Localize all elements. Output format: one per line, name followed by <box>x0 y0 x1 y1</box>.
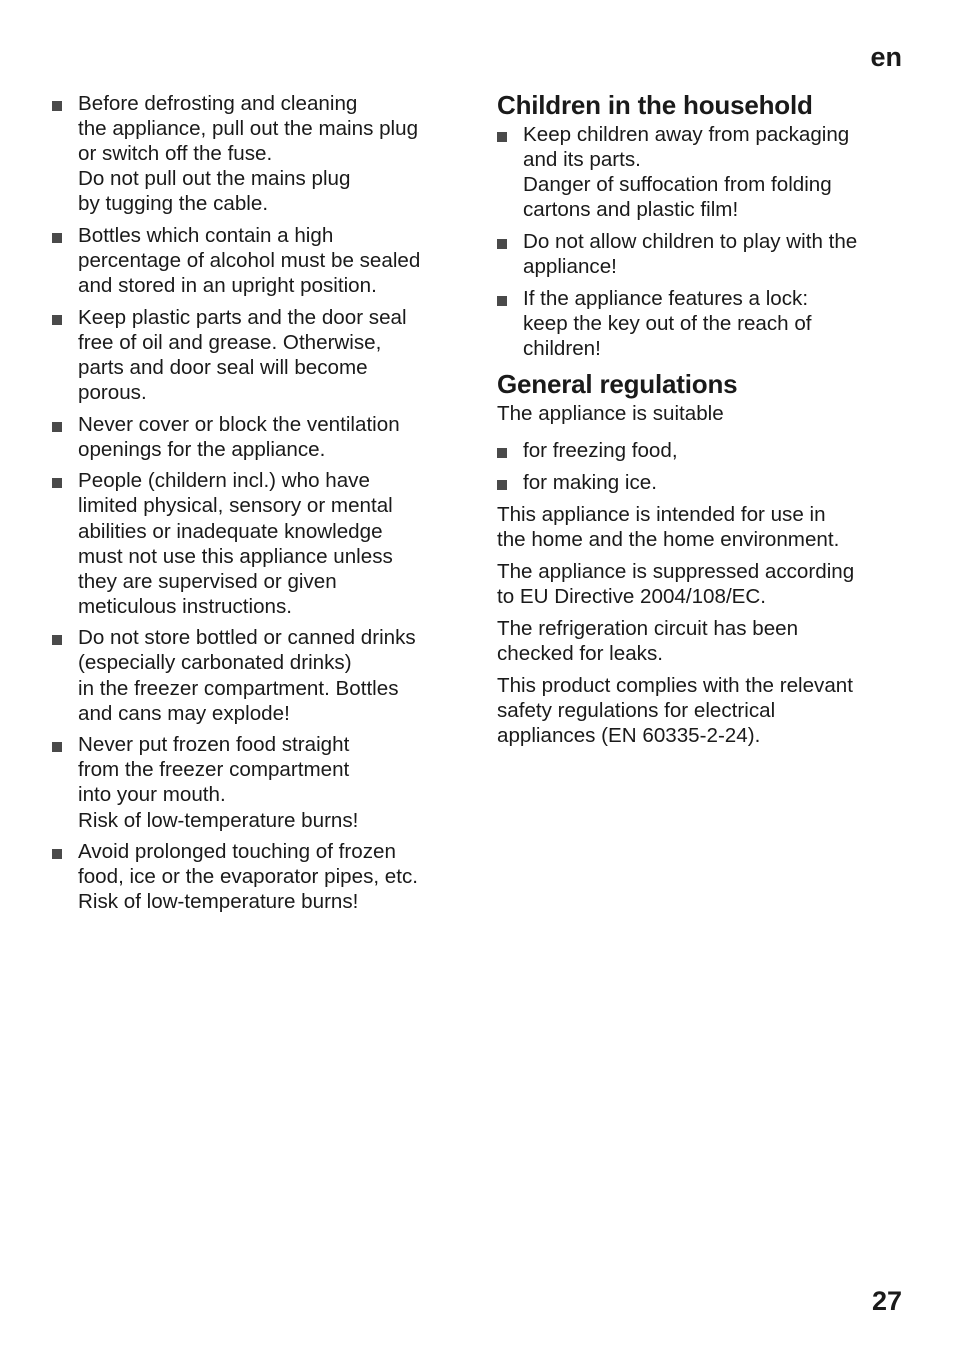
paragraph-text-line: The refrigeration circuit has been <box>497 617 799 640</box>
paragraph-text-line: to EU Directive 2004/108/EC. <box>497 584 766 608</box>
list-item-text-line: Risk of low-temperature burns! <box>78 890 359 914</box>
list-item <box>497 470 903 495</box>
list-item-text-line: Do not pull out the mains plug <box>78 167 351 191</box>
list-item-text-line: porous. <box>78 381 147 405</box>
square-bullet-icon <box>52 742 62 752</box>
list-item-text-line: for making ice. <box>523 471 657 495</box>
square-bullet-icon <box>497 480 507 490</box>
left-column <box>52 91 464 921</box>
square-bullet-icon <box>497 132 507 142</box>
list-item-text-line: Bottles which contain a high <box>78 223 334 247</box>
list-item-text-line: cartons and plastic film! <box>523 198 739 222</box>
list-item-text-line: Risk of low-temperature burns! <box>78 808 359 832</box>
list-item <box>52 839 464 914</box>
list-item-text-line: openings for the appliance. <box>78 437 326 461</box>
list-item-text-line: or switch off the fuse. <box>78 142 273 166</box>
body-paragraph <box>497 502 903 552</box>
language-tag: en <box>870 42 902 72</box>
list-item <box>52 732 464 832</box>
list-item <box>52 625 464 725</box>
list-item-text-line: appliance! <box>523 254 617 278</box>
body-paragraph <box>497 616 903 666</box>
square-bullet-icon <box>52 635 62 645</box>
square-bullet-icon <box>497 448 507 458</box>
safety-bullet-list <box>52 91 464 914</box>
children-bullet-list <box>497 122 903 361</box>
list-item-text-line: in the freezer compartment. Bottles <box>78 676 399 700</box>
list-item-text-line: from the freezer compartment <box>78 758 350 782</box>
body-paragraph <box>497 559 903 609</box>
square-bullet-icon <box>52 233 62 243</box>
list-item-text-line: Avoid prolonged touching of frozen <box>78 840 396 864</box>
list-item-text-line: Do not store bottled or canned drinks <box>78 626 416 650</box>
list-item <box>52 223 464 298</box>
list-item-text-line: abilities or inadequate knowledge <box>78 519 383 543</box>
list-item <box>497 122 903 222</box>
list-item-text-line: Before defrosting and cleaning <box>78 92 358 115</box>
list-item-text-line: Keep plastic parts and the door seal <box>78 305 407 329</box>
general-regulations-heading: General regulations <box>497 369 738 400</box>
general-intro-text: The appliance is suitable <box>497 402 724 426</box>
list-item-text-line: limited physical, sensory or mental <box>78 494 393 518</box>
list-item-text-line: Never put frozen food straight <box>78 733 350 757</box>
paragraph-text-line: The appliance is suppressed according <box>497 559 855 583</box>
list-item <box>497 438 903 463</box>
list-item-text-line: and stored in an upright position. <box>78 274 377 298</box>
children-section-heading: Children in the household <box>497 90 813 120</box>
list-item-text-line: children! <box>523 336 601 360</box>
list-item-text-line: Do not allow children to play with the <box>523 229 858 253</box>
list-item <box>52 305 464 405</box>
paragraph-text-line: checked for leaks. <box>497 642 663 666</box>
paragraph-text-line: safety regulations for electrical <box>497 699 776 723</box>
right-column <box>497 88 903 755</box>
list-item <box>497 229 903 279</box>
list-item-text-line: and its parts. <box>523 148 641 172</box>
list-item-text-line: Never cover or block the ventilation <box>78 412 400 436</box>
list-item-text-line: the appliance, pull out the mains plug <box>78 117 419 141</box>
square-bullet-icon <box>497 296 507 306</box>
list-item-text-line: keep the key out of the reach of <box>523 311 812 335</box>
list-item-text-line: (especially carbonated drinks) <box>78 651 352 675</box>
square-bullet-icon <box>497 239 507 249</box>
paragraph-text-line: This appliance is intended for use in <box>497 502 826 526</box>
list-item-text-line: must not use this appliance unless <box>78 544 393 568</box>
paragraph-text-line: This product complies with the relevant <box>497 674 853 698</box>
list-item <box>497 286 903 361</box>
list-item <box>52 468 464 619</box>
square-bullet-icon <box>52 849 62 859</box>
list-item-text-line: Keep children away from packaging <box>523 123 850 146</box>
general-bullet-list <box>497 438 903 495</box>
list-item-text-line: for freezing food, <box>523 439 678 463</box>
list-item-text-line: and cans may explode! <box>78 701 290 725</box>
square-bullet-icon <box>52 422 62 432</box>
general-paragraphs <box>497 502 903 749</box>
list-item-text-line: percentage of alcohol must be sealed <box>78 249 421 273</box>
list-item-text-line: meticulous instructions. <box>78 594 293 618</box>
list-item-text-line: If the appliance features a lock: <box>523 286 809 310</box>
list-item-text-line: by tugging the cable. <box>78 192 269 216</box>
list-item-text-line: they are supervised or given <box>78 569 337 593</box>
square-bullet-icon <box>52 315 62 325</box>
paragraph-text-line: the home and the home environment. <box>497 527 840 551</box>
list-item-text-line: into your mouth. <box>78 783 226 807</box>
list-item-text-line: Danger of suffocation from folding <box>523 173 832 197</box>
list-item <box>52 91 464 216</box>
body-paragraph <box>497 673 903 748</box>
list-item-text-line: People (childern incl.) who have <box>78 469 370 493</box>
page-number: 27 <box>871 1286 902 1316</box>
paragraph-text-line: appliances (EN 60335-2-24). <box>497 724 761 748</box>
list-item-text-line: free of oil and grease. Otherwise, <box>78 330 382 354</box>
list-item-text-line: parts and door seal will become <box>78 355 368 379</box>
list-item <box>52 412 464 462</box>
list-item-text-line: food, ice or the evaporator pipes, etc. <box>78 865 418 889</box>
square-bullet-icon <box>52 101 62 111</box>
square-bullet-icon <box>52 478 62 488</box>
